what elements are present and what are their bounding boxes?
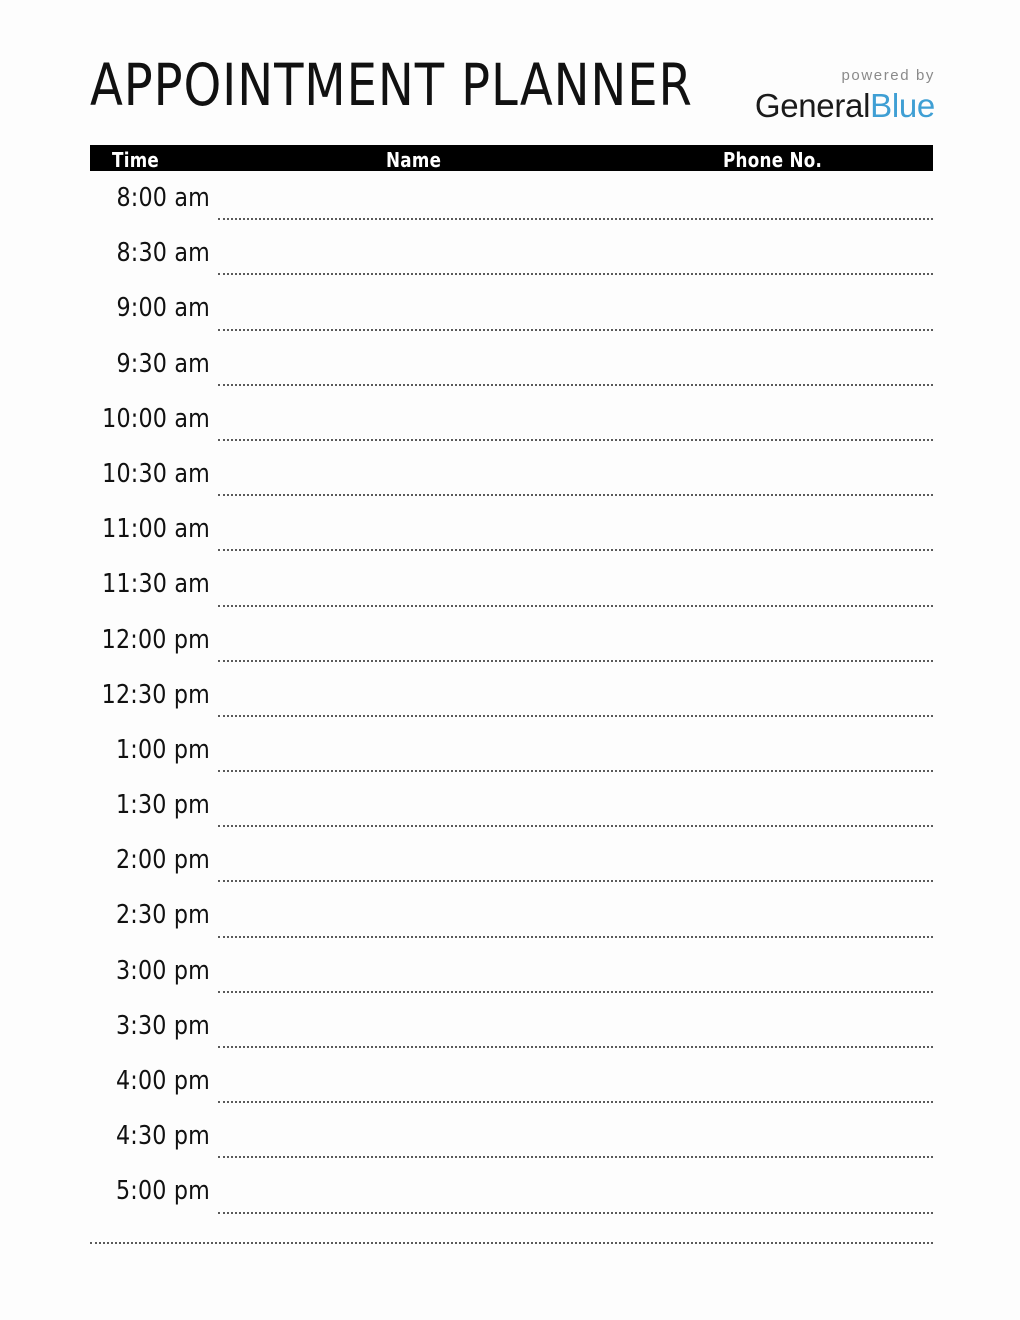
row-write-line[interactable] — [218, 218, 933, 220]
row-time: 12:30 pm — [101, 679, 210, 710]
row-write-line[interactable] — [218, 1046, 933, 1048]
table-row[interactable] — [90, 1164, 933, 1219]
table-row[interactable] — [90, 613, 933, 668]
row-time: 11:30 am — [102, 569, 210, 600]
row-write-line[interactable] — [218, 991, 933, 993]
table-row[interactable] — [90, 447, 933, 502]
row-time: 10:30 am — [102, 458, 210, 489]
row-time: 9:30 am — [116, 348, 210, 379]
table-header-row — [90, 145, 933, 171]
row-time: 11:00 am — [102, 514, 210, 545]
table-row[interactable] — [90, 281, 933, 336]
brand-name-blue: Blue — [870, 87, 935, 124]
table-row[interactable] — [90, 226, 933, 281]
powered-by-label: powered by — [841, 67, 935, 84]
row-write-line[interactable] — [218, 1101, 933, 1103]
row-write-line[interactable] — [218, 494, 933, 496]
row-time: 2:00 pm — [115, 845, 210, 876]
row-write-line[interactable] — [218, 549, 933, 551]
row-write-line[interactable] — [218, 1156, 933, 1158]
table-row[interactable] — [90, 999, 933, 1054]
row-write-line[interactable] — [218, 660, 933, 662]
row-time: 2:30 pm — [115, 900, 210, 931]
table-row[interactable] — [90, 723, 933, 778]
table-row[interactable] — [90, 778, 933, 833]
row-write-line[interactable] — [218, 715, 933, 717]
row-time: 8:30 am — [116, 238, 210, 269]
row-time: 9:00 am — [116, 293, 210, 324]
appointments-table — [90, 145, 933, 1220]
column-header-name: Name — [386, 148, 442, 172]
row-write-line[interactable] — [218, 439, 933, 441]
row-time: 10:00 am — [102, 403, 210, 434]
brand-logo — [755, 67, 935, 125]
row-time: 4:00 pm — [115, 1066, 210, 1096]
row-write-line[interactable] — [218, 605, 933, 607]
brand-name-general: General — [754, 87, 871, 124]
general-blue-wordmark — [755, 87, 935, 124]
row-write-line[interactable] — [218, 329, 933, 331]
table-row[interactable] — [90, 888, 933, 943]
column-header-time: Time — [112, 148, 160, 172]
row-write-line[interactable] — [218, 825, 933, 827]
row-time: 5:00 pm — [115, 1176, 210, 1207]
table-row[interactable] — [90, 557, 933, 612]
table-row[interactable] — [90, 944, 933, 999]
row-write-line[interactable] — [218, 1212, 933, 1214]
row-write-line[interactable] — [218, 936, 933, 938]
table-row[interactable] — [90, 1054, 933, 1109]
row-write-line[interactable] — [218, 273, 933, 275]
table-row[interactable] — [90, 833, 933, 888]
page-header — [90, 51, 935, 140]
row-write-line[interactable] — [218, 880, 933, 882]
page-title: APPOINTMENT PLANNER — [90, 51, 693, 119]
row-time: 3:00 pm — [115, 955, 210, 986]
row-time: 1:00 pm — [115, 734, 210, 765]
row-time: 8:00 am — [116, 183, 210, 213]
row-time: 1:30 pm — [115, 790, 210, 821]
row-time: 4:30 pm — [115, 1121, 210, 1152]
row-write-line[interactable] — [218, 384, 933, 386]
row-time: 12:00 pm — [101, 624, 210, 655]
row-time: 3:30 pm — [115, 1010, 210, 1041]
table-row[interactable] — [90, 337, 933, 392]
table-row[interactable] — [90, 392, 933, 447]
row-write-line[interactable] — [218, 770, 933, 772]
table-row[interactable] — [90, 668, 933, 723]
column-header-phone: Phone No. — [723, 148, 823, 172]
table-row[interactable] — [90, 171, 933, 226]
table-row[interactable] — [90, 502, 933, 557]
table-row[interactable] — [90, 1109, 933, 1164]
table-bottom-border — [90, 1242, 933, 1244]
